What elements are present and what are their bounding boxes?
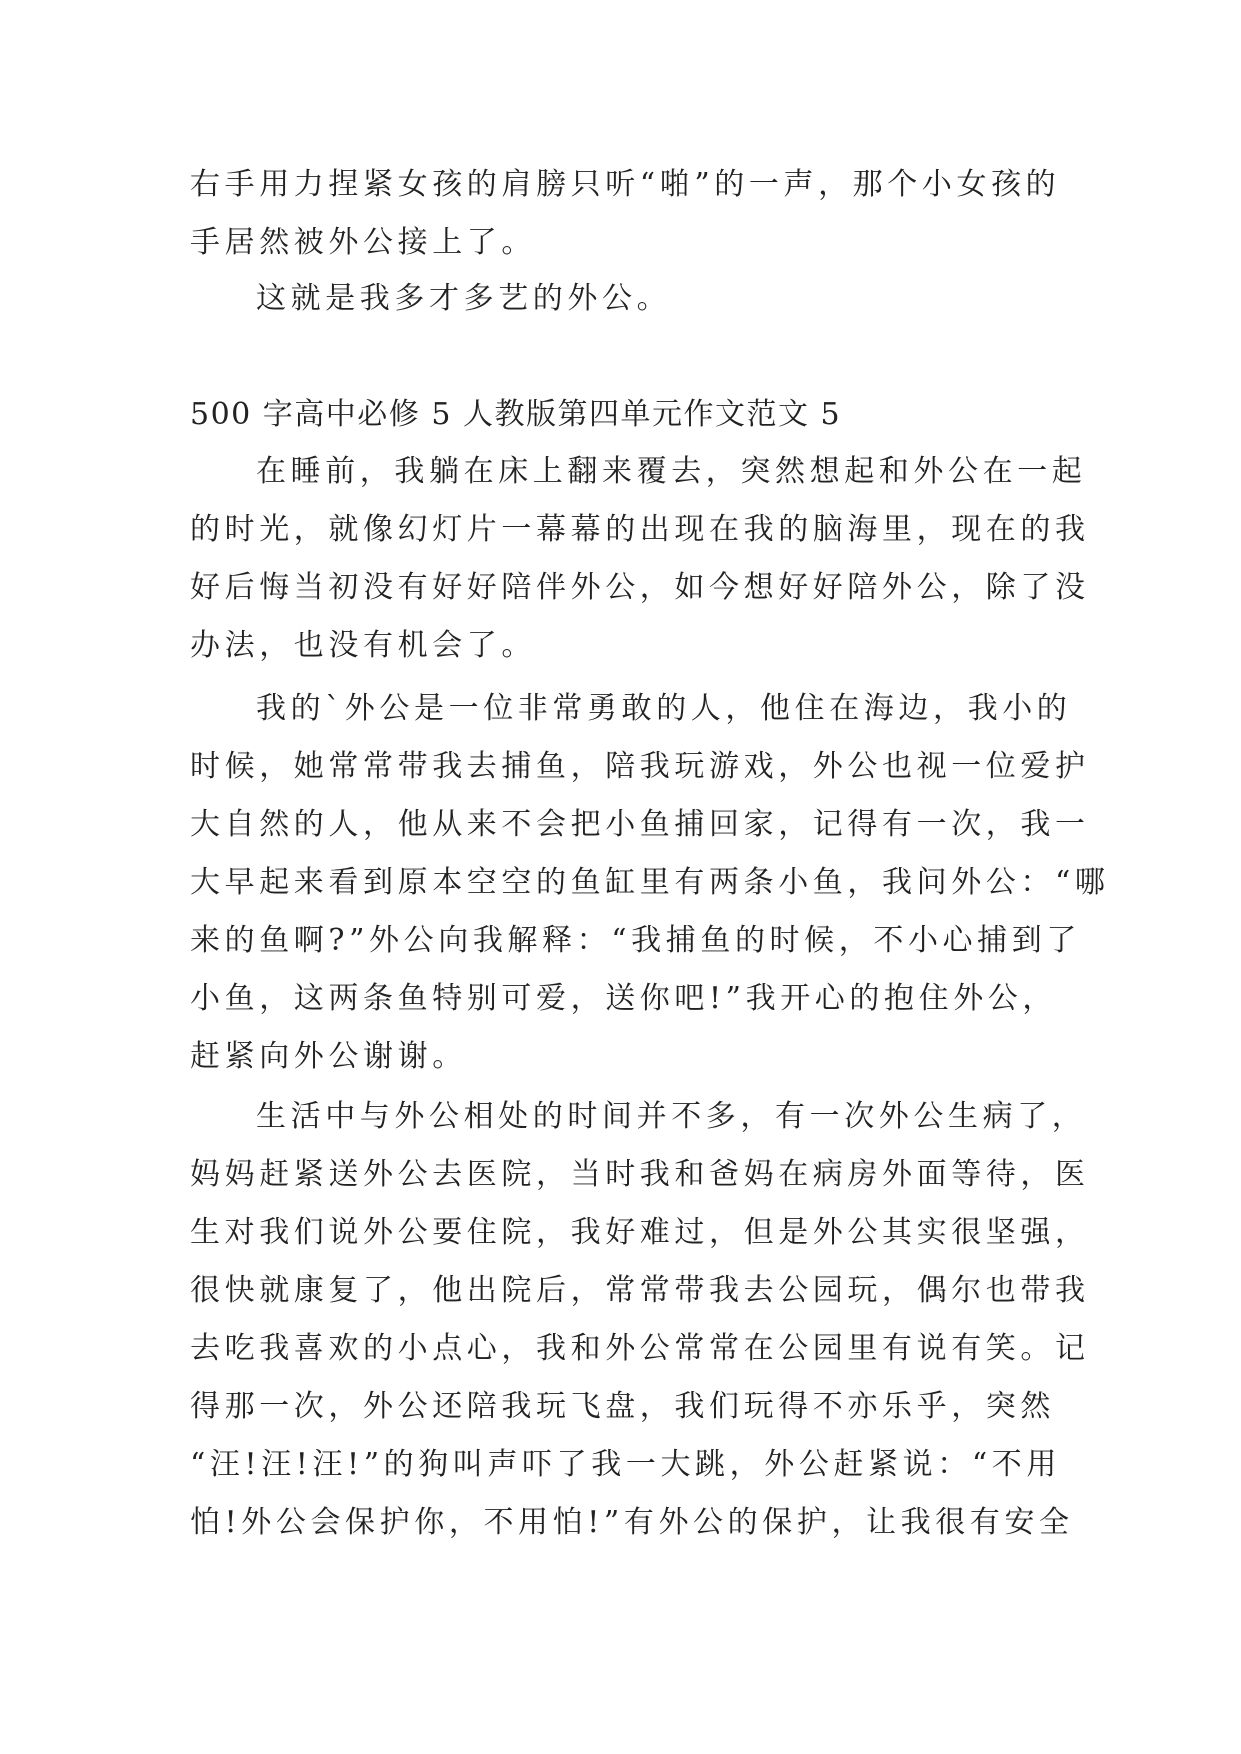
text-line: 去吃我喜欢的小点心，我和外公常常在公园里有说有笑。记 — [190, 1331, 1090, 1366]
text-line: 赶紧向外公谢谢。 — [190, 1039, 467, 1074]
text-line: 的时光，就像幻灯片一幕幕的出现在我的脑海里，现在的我 — [190, 512, 1090, 547]
text-line: 生活中与外公相处的时间并不多，有一次外公生病了， — [256, 1099, 1087, 1134]
text-line: 时候，她常常带我去捕鱼，陪我玩游戏，外公也视一位爱护 — [190, 749, 1090, 784]
text-line: 得那一次，外公还陪我玩飞盘，我们玩得不亦乐乎，突然 — [190, 1389, 1055, 1424]
text-line: 我的`外公是一位非常勇敢的人，他住在海边，我小的 — [256, 691, 1072, 726]
text-line: 大自然的人，他从来不会把小鱼捕回家，记得有一次，我一 — [190, 807, 1090, 842]
intro-paragraph — [190, 156, 1070, 272]
text-line: 来的鱼啊?”外公向我解释：“我捕鱼的时候，不小心捕到了 — [190, 923, 1081, 958]
text-line: 大早起来看到原本空空的鱼缸里有两条小鱼，我问外公：“哪 — [190, 865, 1110, 900]
text-line: 好后悔当初没有好好陪伴外公，如今想好好陪外公，除了没 — [190, 570, 1090, 605]
text-line: 怕!外公会保护你，不用怕!”有外公的保护，让我很有安全 — [190, 1505, 1074, 1540]
closing-paragraph — [190, 270, 1070, 328]
text-line: 手居然被外公接上了。 — [190, 225, 536, 260]
text-line: 生对我们说外公要住院，我好难过，但是外公其实很坚强， — [190, 1215, 1090, 1250]
text-line: 这就是我多才多艺的外公。 — [256, 281, 672, 316]
section-heading: 500 字高中必修 5 人教版第四单元作文范文 5 — [190, 397, 842, 432]
text-line: 很快就康复了，他出院后，常常带我去公园玩，偶尔也带我 — [190, 1273, 1090, 1308]
text-line: 办法，也没有机会了。 — [190, 628, 536, 663]
essay-heading — [190, 386, 1070, 444]
text-line: 右手用力捏紧女孩的肩膀只听“啪”的一声，那个小女孩的 — [190, 167, 1061, 202]
paragraph-2 — [190, 680, 1110, 1086]
text-line: 妈妈赶紧送外公去医院，当时我和爸妈在病房外面等待，医 — [190, 1157, 1090, 1192]
paragraph-1 — [190, 443, 1090, 675]
text-line: 小鱼，这两条鱼特别可爱，送你吧!”我开心的抱住外公， — [190, 981, 1057, 1016]
text-line: 在睡前，我躺在床上翻来覆去，突然想起和外公在一起 — [256, 454, 1087, 489]
paragraph-3 — [190, 1088, 1090, 1552]
text-line: “汪!汪!汪!”的狗叫声吓了我一大跳，外公赶紧说：“不用 — [190, 1447, 1061, 1482]
